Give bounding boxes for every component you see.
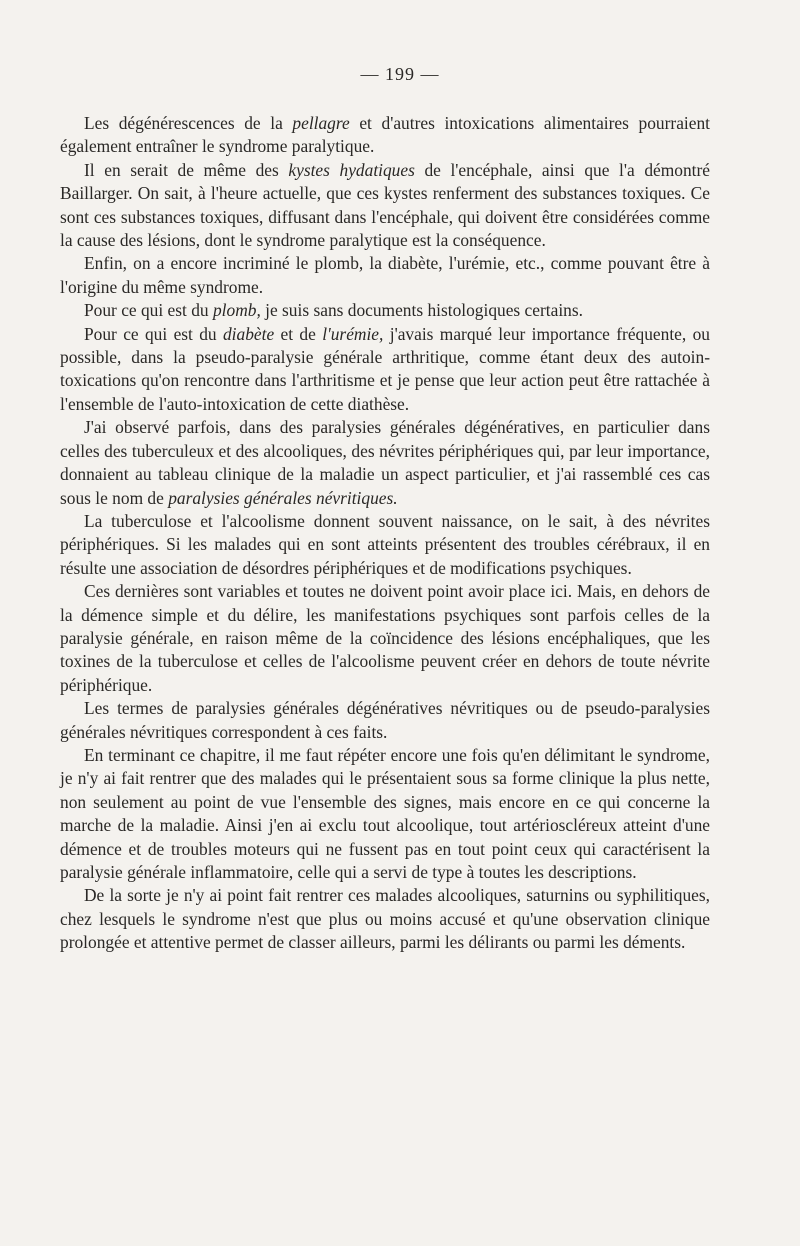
text-segment: Il en serait de même des	[84, 159, 289, 180]
paragraph	[60, 323, 710, 417]
text-segment: et de	[274, 323, 323, 344]
paragraph	[60, 252, 710, 299]
italic-text-segment: plomb,	[212, 300, 261, 321]
body-text	[60, 112, 710, 955]
text-segment: Pour ce qui est du	[84, 300, 213, 321]
text-segment: Ces dernières sont variables et toutes ne doivent point avoir place ici. Mais, en dehors de la démence simple et du délire, les manifestations psychiques sont parfois celles de la paralysie générale, en raison même de la coïncidence des lésions encéphaliques, que les toxines de la tuberculose et celles de l'alcoolisme peuvent créer en dehors de toute névrite périphérique.	[60, 581, 710, 695]
paragraph	[60, 744, 710, 884]
italic-text-segment: l'urémie,	[322, 323, 384, 344]
text-segment: En terminant ce chapitre, il me faut répéter encore une fois qu'en délimitant le syndrome, je n'y ai fait rentrer que des malades qui le présentaient sous sa forme clinique la plus nette, non seulement au point de vue l'ensemble des signes, mais encore en ce qui concerne la marche de la maladie. Ainsi j'en ai exclu tout alcoolique, tout artérioscléreux atteint d'une démence et de troubles moteurs qui ne fussent pas en tout point ceux qui caractérisent la paralysie générale inflammatoire, celle qui a servi de type à toutes les descriptions.	[60, 744, 710, 882]
text-segment: je suis sans documents histologiques certains.	[260, 300, 583, 321]
italic-text-segment: pellagre	[292, 113, 350, 133]
paragraph	[60, 416, 710, 510]
paragraph	[60, 580, 710, 697]
text-segment: De la sorte je n'y ai point fait rentrer ces malades alcooliques, saturnins ou syphilitiques, chez lesquels le syndrome n'est que plus ou moins accusé et qu'une observation clinique prolongée et attentive permet de classer ailleurs, parmi les délirants ou parmi les déments.	[60, 885, 710, 953]
text-segment: J'ai observé parfois, dans des paralysies générales dégénératives, en particulier dans celles des tuberculeux et des alcooliques, des névrites périphériques qui, par leur importance, donnaient au tableau clinique de la maladie un aspect particulier, et j'ai rassemblé ces cas sous le nom de	[60, 417, 710, 508]
text-segment: Les dégénérescences de la	[84, 113, 293, 133]
text-segment: Enfin, on a encore incriminé le plomb, la diabète, l'urémie, etc., comme pouvant être à l'origine du même syndrome.	[60, 253, 710, 297]
italic-text-segment: paralysies générales névritiques.	[168, 487, 398, 508]
text-segment: et d'autres intoxications alimentaires pourraient également entraîner le syndrome paralytique.	[60, 113, 710, 157]
text-segment: La tuberculose et l'alcoolisme donnent souvent naissance, on le sait, à des névrites périphériques. Si les malades qui en sont atteints présentent des troubles cérébraux, il en résulte une association de désordres périphériques et de modifications psychiques.	[60, 510, 710, 578]
page-number: — 199 —	[360, 64, 440, 84]
text-segment: j'avais marqué leur importance fréquente, ou possible, dans la pseudo-paralysie générale arthritique, comme étant deux des autoin-toxications qu'on rencontre dans l'arthritisme et je pense que leur action peut être rattachée à l'ensemble de l'auto-intoxication de cette diathèse.	[60, 323, 710, 414]
text-segment: de l'encéphale, ainsi que l'a démontré Baillarger. On sait, à l'heure actuelle, que ces kystes renferment des substances toxiques. Ce sont ces substances toxiques, diffusant dans l'encéphale, qui doivent être considérées comme la cause des lésions, dont le syndrome paralytique est la conséquence.	[60, 159, 711, 251]
paragraph	[60, 884, 710, 954]
paragraph	[60, 159, 710, 253]
paragraph	[60, 510, 710, 580]
paragraph	[60, 697, 710, 744]
paragraph	[60, 299, 710, 322]
italic-text-segment: diabète	[222, 323, 275, 344]
text-segment: Les termes de paralysies générales dégénératives névritiques ou de pseudo-paralysies générales névritiques correspondent à ces faits.	[60, 698, 710, 742]
italic-text-segment: kystes hydatiques	[288, 159, 415, 180]
paragraph	[60, 112, 710, 159]
text-segment: Pour ce qui est du	[84, 323, 223, 344]
